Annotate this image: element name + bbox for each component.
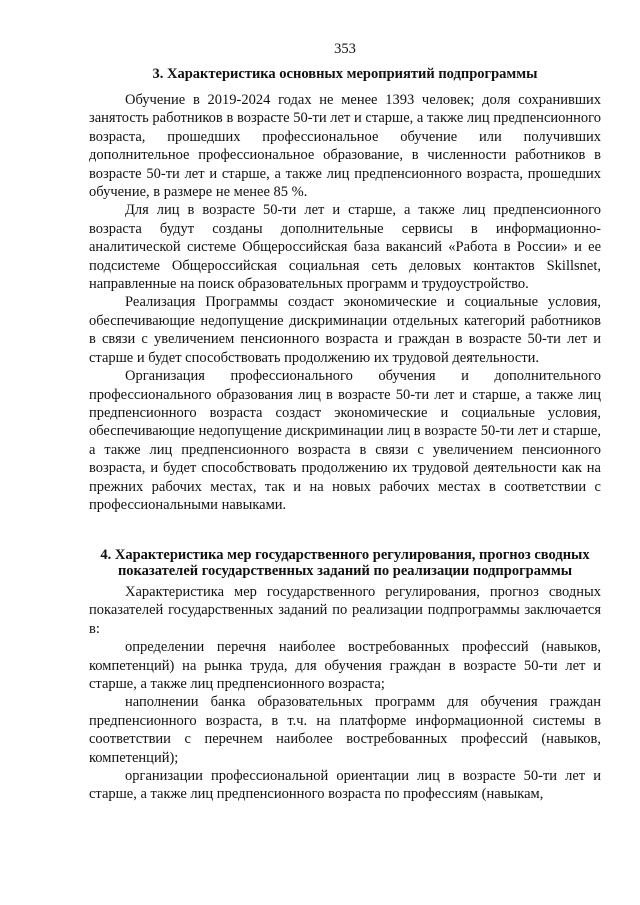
section-3-paragraph-3: Реализация Программы создаст экономические и социальные условия, обеспечивающие недопущение дискриминации отдельных категорий работников в связи с увеличением пенсионного возраста и граждан в возрасте 50-ти лет и старше и будет способствовать продолжению их трудовой деятельности.	[89, 294, 601, 366]
section-4-heading-line-1: 4. Характеристика мер государственного регулирования, прогноз сводных	[100, 547, 590, 563]
section-3-paragraph-2: Для лиц в возрасте 50-ти лет и старше, а также лиц предпенсионного возраста будут созданы дополнительные сервисы в информационно-аналитической системе Общероссийская база вакансий «Работа в России» и ее подсистеме Общероссийская социальная сеть деловых контактов Skillsnet, направленные на поиск образовательных программ и трудоустройство.	[89, 202, 601, 293]
section-4-heading-line-2: показателей государственных заданий по реализации подпрограммы	[117, 563, 573, 579]
section-4-paragraph-1: Характеристика мер государственного регулирования, прогноз сводных показателей государственных заданий по реализации подпрограммы заключается в:	[89, 584, 601, 637]
section-4-paragraph-3: наполнении банка образовательных программ для обучения граждан предпенсионного возраста, в т.ч. на платформе информационной системы в соответствии с перечнем наиболее востребованных профессий (навыков, компетенций);	[89, 694, 601, 766]
section-4-heading	[89, 547, 601, 579]
section-3-paragraph-4: Организация профессионального обучения и дополнительного профессионального образования лиц в возрасте 50-ти лет и старше, а также лиц предпенсионного возраста создаст экономические и социальные условия, обеспечивающие недопущение дискриминации лиц в возрасте 50-ти лет и старше, а также лиц предпенсионного возраста в связи с увеличением пенсионного возраста, и будет способствовать продолжению их трудовой деятельности как на прежних рабочих местах, так и на новых рабочих местах в соответствии с профессиональными навыками.	[89, 368, 601, 513]
section-4	[89, 547, 601, 804]
page-number: 353	[334, 41, 356, 57]
section-4-paragraph-4: организации профессиональной ориентации лиц в возрасте 50-ти лет и старше, а также лиц предпенсионного возраста по профессиям (навыкам,	[89, 768, 601, 803]
section-3	[89, 66, 601, 514]
section-4-paragraph-2: определении перечня наиболее востребованных профессий (навыков, компетенций) на рынка труда, для обучения граждан в возрасте 50-ти лет и старше, а также лиц предпенсионного возраста;	[89, 639, 601, 693]
section-3-heading: 3. Характеристика основных мероприятий подпрограммы	[152, 66, 538, 82]
section-3-paragraph-1: Обучение в 2019-2024 годах не менее 1393 человек; доля сохранивших занятость работников в возрасте 50-ти лет и старше, а также лиц предпенсионного возраста, прошедших профессиональное обучение или получивших дополнительное профессиональное образование, в численности работников в возрасте 50-ти лет и старше, а также лиц предпенсионного возраста, прошедших обучение, в размере не менее 85 %.	[89, 92, 601, 201]
